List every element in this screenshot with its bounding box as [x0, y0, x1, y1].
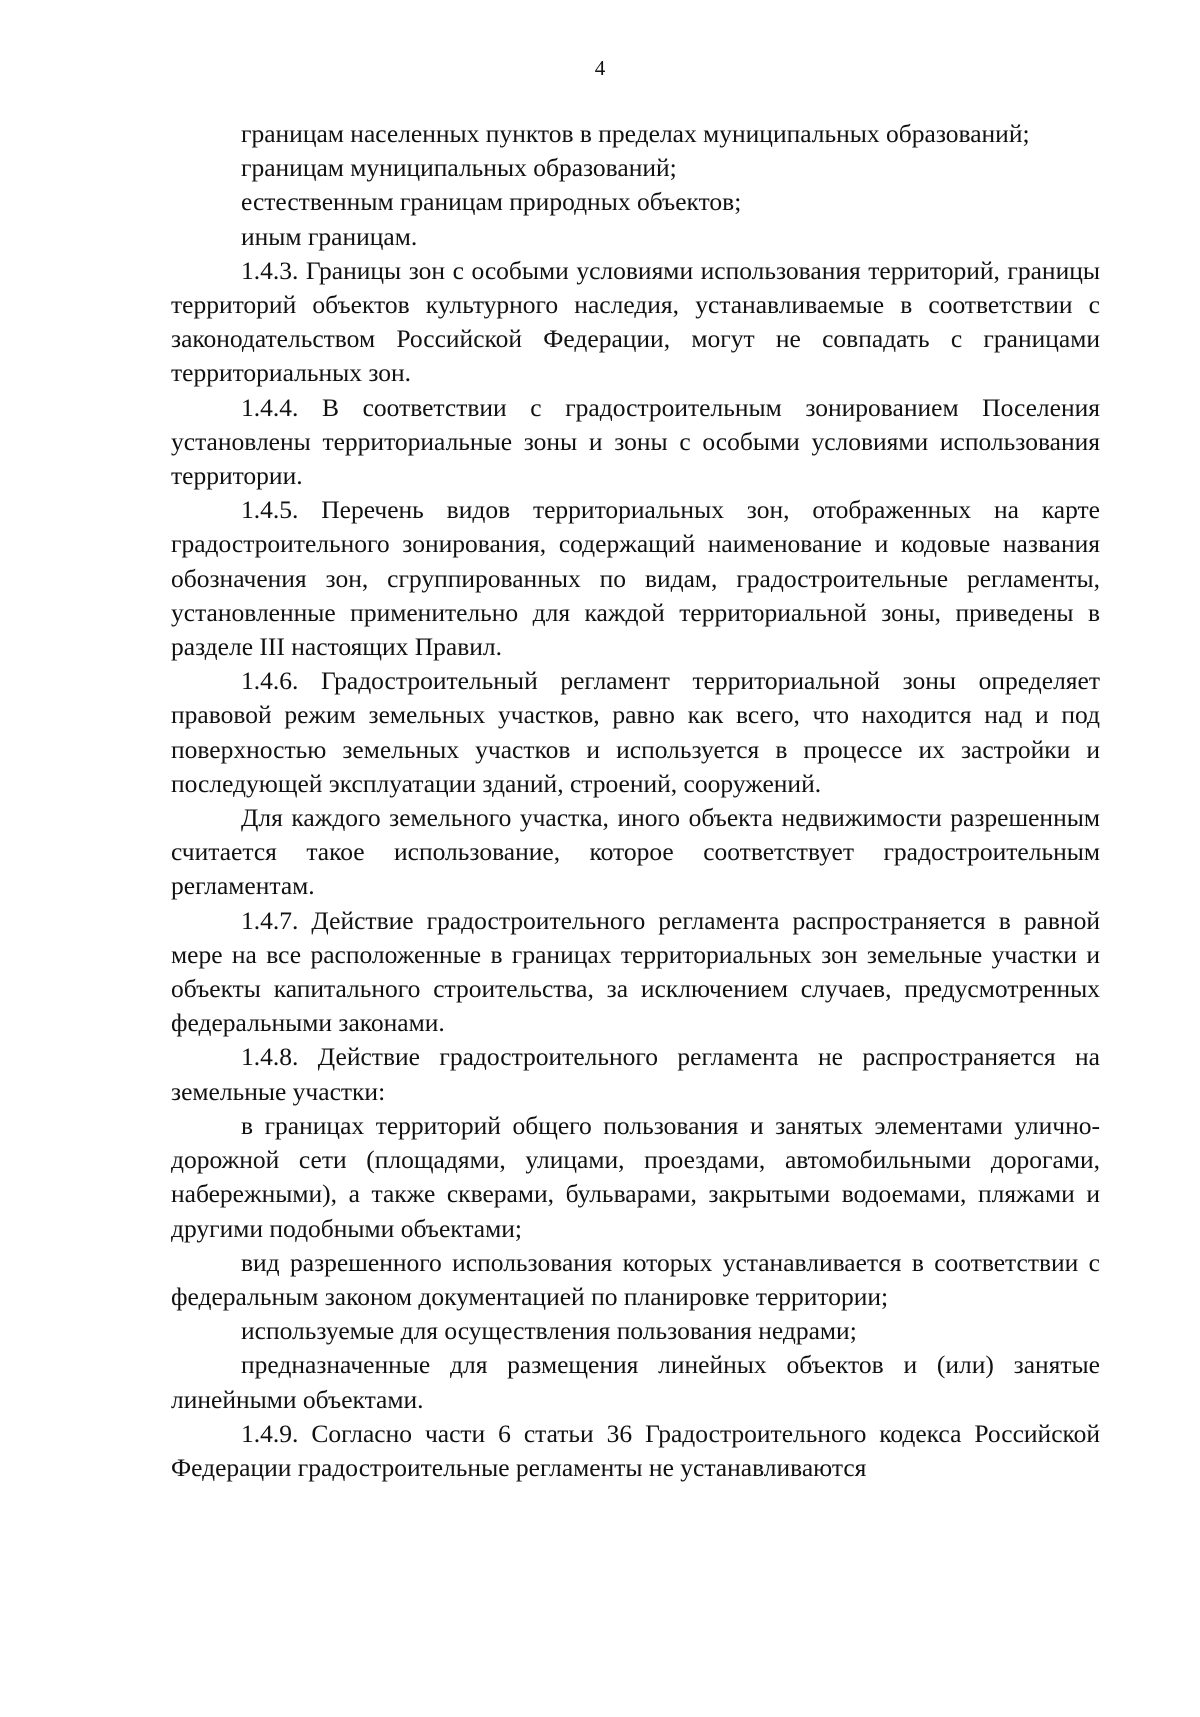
page-number: 4 — [594, 56, 606, 80]
clause-1-4-5: 1.4.5. Перечень видов территориальных зон, отображенных на карте градостроительного зонирования, содержащий наименование и кодовые названия обозначения зон, сгруппированных по видам, градостроительные регламенты, установленные применительно для каждой территориальной зоны, приведены в разделе III настоящих Правил. — [171, 495, 1100, 662]
clause-1-4-7: 1.4.7. Действие градостроительного регламента распространяется в равной мере на все расположенные в границах территориальных зон земельные участки и объекты капитального строительства, за исключением случаев, предусмотренных федеральными законами. — [171, 905, 1100, 1038]
paragraph-boundaries-natural: естественным границам природных объектов; — [241, 187, 742, 217]
paragraph-boundaries-settlements: границам населенных пунктов в пределах муниципальных образований; — [241, 119, 1030, 148]
clause-1-4-3: 1.4.3. Границы зон с особыми условиями использования территорий, границы территорий объектов культурного наследия, устанавливаемые в соответствии с законодательством Российской Федерации, могут не совпадать с границами территориальных зон. — [171, 255, 1100, 388]
clause-1-4-8: 1.4.8. Действие градостроительного регламента не распространяется на земельные участки: — [171, 1042, 1100, 1106]
paragraph-boundaries-other: иным границам. — [241, 221, 418, 251]
list-item-planning-documentation: вид разрешенного использования которых устанавливается в соответствии с федеральным законом документацией по планировке территории; — [171, 1247, 1100, 1311]
list-item-public-use: в границах территорий общего пользования и занятых элементами улично-дорожной сети (площадями, улицами, проездами, автомобильными дорогами, набережными), а также скверами, бульварами, закрытыми водоемами, пляжами и другими подобными объектами; — [171, 1110, 1100, 1243]
clause-1-4-9: 1.4.9. Согласно части 6 статьи 36 Градостроительного кодекса Российской Федерации градостроительные регламенты не устанавливаются — [171, 1418, 1100, 1482]
list-item-linear-objects: предназначенные для размещения линейных объектов и (или) занятые линейными объектами. — [171, 1350, 1100, 1414]
document-body — [171, 117, 1100, 1485]
paragraph-permitted-use: Для каждого земельного участка, иного объекта недвижимости разрешенным считается такое использование, которое соответствует градостроительным регламентам. — [171, 803, 1100, 901]
paragraph-boundaries-municipal: границам муниципальных образований; — [241, 153, 677, 183]
clause-1-4-4: 1.4.4. В соответствии с градостроительным зонированием Поселения установлены территориальные зоны и зоны с особыми условиями использования территории. — [171, 392, 1100, 491]
clause-1-4-6: 1.4.6. Градостроительный регламент территориальной зоны определяет правовой режим земельных участков, равно как всего, что находится над и под поверхностью земельных участков и используется в процессе их застройки и последующей эксплуатации зданий, строений, сооружений. — [171, 666, 1100, 798]
list-item-subsoil-use: используемые для осуществления пользования недрами; — [241, 1316, 857, 1346]
